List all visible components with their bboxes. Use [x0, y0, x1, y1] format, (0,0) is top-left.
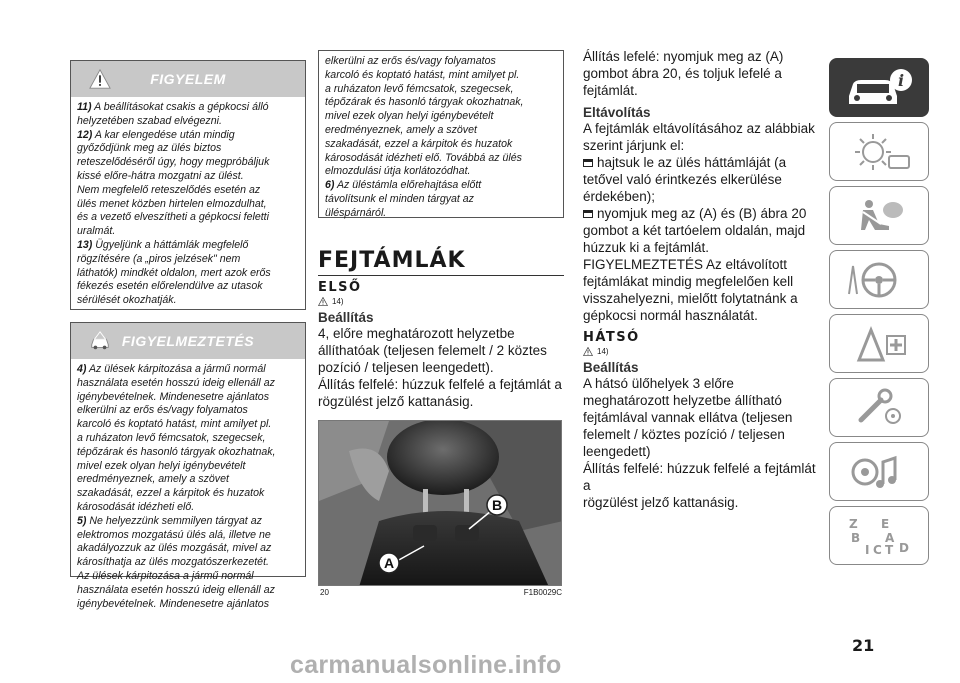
line-text: a ruházaton levő fémcsatok, szegecsek,: [325, 82, 514, 95]
box-line: [325, 152, 557, 166]
line-text: használata esetén hosszú ideig ellenáll az: [77, 376, 275, 389]
line-text: pozíció / teljesen leengedett).: [318, 360, 494, 375]
rear-note-reference-number: 14): [597, 347, 609, 356]
text-line: [583, 171, 823, 188]
item-number: 4): [77, 363, 87, 375]
box-line: [325, 165, 557, 179]
text-line: [583, 409, 823, 426]
rear-note-warning-icon: [583, 347, 593, 356]
remove-heading: Eltávolítás: [583, 105, 651, 120]
text-line: [583, 290, 823, 307]
rear-adjust-heading: Beállítás: [583, 360, 639, 375]
text-line: [583, 120, 823, 137]
item-number: 11): [77, 101, 92, 113]
line-text: elmozdulási útja korlátozódhat.: [325, 165, 471, 178]
index-letter-b: B: [851, 530, 861, 545]
line-text: tépőzárak és hasonló tárgyak okozhatnak,: [77, 445, 276, 458]
figure-code: F1B0029C: [523, 588, 562, 597]
warning-box-header: [71, 61, 305, 97]
box-line: [77, 280, 299, 294]
note-reference: [318, 297, 564, 306]
page-number: 21: [852, 636, 875, 655]
note-reference-number: 14): [332, 297, 344, 306]
text-line: [318, 325, 564, 342]
line-text: leengedett): [583, 444, 651, 459]
line-text: akadályozzuk az ülés mozgását, mivel az: [77, 542, 272, 555]
box-line: [77, 267, 299, 281]
left-column: [70, 60, 306, 610]
box-line: [77, 253, 299, 267]
item-number: 13): [77, 238, 93, 251]
text-line: [583, 443, 823, 460]
bullet-item-press-buttons: [583, 205, 823, 256]
line-text: nyomjuk meg az (A) és (B) ábra 20: [597, 206, 807, 221]
box-line: [325, 55, 557, 69]
line-text: üléspárnáról.: [325, 206, 387, 219]
index-letter-a: A: [885, 530, 895, 545]
item-number: 5): [77, 514, 87, 527]
caution-box-continued: [318, 50, 564, 218]
tab-technical-data[interactable]: [829, 442, 929, 501]
section-title-fejtamlak: FEJTÁMLÁK: [318, 248, 564, 276]
box-line: [77, 501, 299, 515]
text-line: [583, 307, 823, 324]
index-letter-d: D: [899, 540, 909, 555]
line-text: károsíthatja az ülés mozgatószerkezetét.: [77, 556, 269, 569]
line-text: használata esetén hosszú ideig ellenáll az: [77, 583, 275, 596]
box-line: [77, 584, 299, 598]
text-line: [583, 273, 823, 290]
box-line: [77, 598, 299, 612]
box-line: [325, 110, 557, 124]
box-line: [77, 529, 299, 543]
caution-box-title: FIGYELMEZTETÉS: [121, 333, 255, 349]
svg-text:i: i: [897, 70, 905, 90]
box-line: [77, 101, 299, 115]
box-line: [77, 460, 299, 474]
item-number: 6): [325, 179, 335, 192]
note-warning-icon: [318, 297, 328, 306]
line-text: sérülését okozhatják.: [77, 294, 177, 307]
adjust-heading: Beállítás: [318, 310, 374, 325]
box-line: [77, 556, 299, 570]
figure-label-b: B: [491, 497, 503, 513]
text-line: [318, 342, 564, 359]
bullet-marker-icon: [583, 210, 593, 218]
adjust-down-paragraph: [583, 48, 823, 99]
tab-car-info[interactable]: [829, 58, 929, 117]
chapter-sidebar: [829, 58, 929, 570]
subsection-title-elso: ELSŐ: [318, 280, 362, 295]
box-line: [77, 239, 299, 253]
warning-triangle-icon: [89, 68, 111, 90]
line-text: rögzülést jelző kattanásig.: [583, 495, 739, 510]
box-line: [77, 542, 299, 556]
line-text: húzzuk ki a fejtámlát.: [583, 240, 710, 255]
text-line: [583, 48, 823, 65]
line-text: Állítás felfelé: húzzuk felfelé a fejtámlát a: [318, 377, 562, 392]
line-text: ülés menet közben hirtelen elmozdulhat,: [77, 197, 267, 210]
index-letter-z: Z: [849, 516, 858, 531]
warning-paragraph: [583, 256, 823, 324]
line-text: elkerülni az erős és/vagy folyamatos: [325, 55, 496, 67]
line-text: karcoló és koptató hatást, mint amilyet pl.: [77, 418, 272, 431]
box-line: [77, 363, 299, 377]
line-text: A fejtámlák eltávolításához az alábbiak: [583, 121, 815, 136]
line-text: károsodását idézheti elő. Továbbá az ülés: [325, 151, 522, 164]
text-line: [583, 494, 823, 511]
line-text: távolítsunk el minden tárgyat az: [325, 192, 474, 205]
line-text: Ügyeljünk a háttámlák megfelelő: [92, 238, 249, 251]
box-line: [77, 156, 299, 170]
line-text: szerint járjunk el:: [583, 138, 685, 153]
line-text: mivel ezek olyan helyi igénybevételt: [77, 459, 246, 472]
tab-starting-driving[interactable]: [829, 250, 929, 309]
rear-adjust-paragraph: [583, 375, 823, 511]
steering-wheel-icon: [843, 258, 915, 302]
car-info-icon: [843, 66, 915, 110]
middle-column: [318, 50, 564, 597]
remove-paragraph: [583, 120, 823, 154]
figure-caption: [318, 588, 564, 597]
line-text: érdekében);: [583, 189, 656, 204]
box-line: [77, 170, 299, 184]
line-text: eredményeznek, amely a szövet: [325, 123, 477, 136]
line-text: helyzetében szabad elvégezni.: [77, 114, 222, 127]
box-line: [325, 124, 557, 138]
bullet-marker-icon: [583, 159, 593, 167]
line-text: Nem megfelelő reteszelődés esetén az: [77, 183, 261, 196]
line-text: elkerülni az erős és/vagy folyamatos: [77, 404, 248, 417]
box-line: [77, 432, 299, 446]
index-letter-e: E: [881, 516, 890, 531]
text-line: [583, 256, 823, 273]
line-text: és a vezető elveszítheti a gépkocsi feletti: [77, 211, 269, 224]
box-line: [325, 83, 557, 97]
item-number: 12): [77, 128, 93, 141]
line-text: 4, előre meghatározott helyzetbe: [318, 326, 515, 341]
box-line: [77, 184, 299, 198]
text-line: [583, 137, 823, 154]
emergency-icon: [843, 322, 915, 366]
alphabet-index-icon: [843, 514, 915, 558]
line-text: Állítás lefelé: nyomjuk meg az (A): [583, 49, 784, 64]
box-line: [325, 138, 557, 152]
box-line: [77, 198, 299, 212]
box-line: [325, 69, 557, 83]
line-text: győződjünk meg az ülés biztos: [77, 142, 222, 155]
figure-number: 20: [320, 588, 329, 597]
warning-box-figyelem: [70, 60, 306, 310]
line-text: Állítás felfelé: húzzuk felfelé a fejtámlát a: [583, 461, 816, 493]
box-line: [77, 225, 299, 239]
line-text: fejtámlát.: [583, 83, 638, 98]
line-text: kissé előre-hátra mozgatni az ülést.: [77, 169, 244, 182]
box-line: [325, 96, 557, 110]
box-line: [77, 294, 299, 308]
right-column: [583, 48, 823, 511]
line-text: mivel ezek olyan helyi igénybevételt: [325, 110, 494, 123]
box-line: [77, 129, 299, 143]
line-text: Az üléstámla előrehajtása előtt: [334, 179, 482, 192]
line-text: hajtsuk le az ülés háttámláját (a: [597, 155, 787, 170]
text-line: [318, 393, 564, 410]
line-text: szakadását, ezzel a kárpitok és huzatok: [77, 487, 265, 500]
headrest-figure: [318, 420, 562, 586]
box-line: [77, 418, 299, 432]
line-text: Az ülések kárpitozása a jármű normál: [77, 569, 254, 582]
box-line: [77, 377, 299, 391]
warning-box-title: FIGYELEM: [150, 71, 226, 87]
box-line: [77, 446, 299, 460]
headrest-illustration: [319, 421, 562, 586]
caution-box-continued-body: [319, 51, 563, 227]
line-text: Ne helyezzünk semmilyen tárgyat az: [86, 514, 262, 527]
line-text: A kar elengedése után mindig: [92, 128, 235, 141]
index-letter-c: C: [873, 542, 882, 557]
text-line: [583, 154, 823, 171]
text-line: [583, 392, 823, 409]
index-letter-i: I: [865, 542, 870, 557]
line-text: FIGYELMEZTETÉS Az eltávolított: [583, 257, 788, 272]
box-line: [325, 193, 557, 207]
box-line: [77, 515, 299, 529]
line-text: fékezés esetén előrelendülve az utasok: [77, 280, 263, 293]
text-line: [583, 426, 823, 443]
caution-box-header: [71, 323, 305, 359]
line-text: uralmát.: [77, 225, 116, 238]
line-text: igénybevételnek. Mindenesetre ajánlatos: [77, 597, 269, 610]
box-line: [325, 207, 557, 221]
figure-label-a: A: [383, 555, 395, 571]
warning-box-body: [71, 97, 305, 314]
box-line: [77, 473, 299, 487]
line-text: a ruházaton levő fémcsatok, szegecsek,: [77, 431, 266, 444]
line-text: láthatók) mindkét oldalon, mert azok erős: [77, 266, 271, 279]
line-text: állíthatóak (teljesen felemelt / 2 köztes: [318, 343, 547, 358]
warning-lights-icon: [843, 130, 915, 174]
text-line: [318, 376, 564, 393]
tab-maintenance[interactable]: [829, 378, 929, 437]
line-text: Az ülések kárpitozása a jármű normál: [86, 363, 266, 375]
tab-emergency[interactable]: [829, 314, 929, 373]
line-text: tépőzárak és hasonló tárgyak okozhatnak,: [325, 96, 524, 109]
line-text: igénybevételnek. Mindenesetre ajánlatos: [77, 390, 269, 403]
line-text: fejtámlákat mindig megfelelően kell: [583, 274, 794, 289]
adjust-paragraph: [318, 325, 564, 410]
line-text: gépkocsi normál használatát.: [583, 308, 758, 323]
line-text: tetővel való érintkezés elkerülése: [583, 172, 782, 187]
text-line: [583, 239, 823, 256]
box-line: [77, 211, 299, 225]
line-text: meghatározott helyzetbe állítható: [583, 393, 782, 408]
subsection-title-hatso: HÁTSÓ: [583, 330, 640, 345]
box-line: [77, 404, 299, 418]
line-text: gombot ábra 20, és toljuk lefelé a: [583, 66, 782, 81]
line-text: szakadását, ezzel a kárpitok és huzatok: [325, 137, 513, 150]
tab-index[interactable]: [829, 506, 929, 565]
warning-box-figyelmeztetes: [70, 322, 306, 610]
text-line: [583, 222, 823, 239]
line-text: visszahelyezni, mielőtt folytatnánk a: [583, 291, 798, 306]
watermark: carmanualsonline.info: [290, 651, 562, 679]
line-text: karcoló és koptató hatást, mint amilyet pl.: [325, 68, 520, 81]
rear-note-reference: [583, 347, 823, 356]
car-caution-icon: [89, 330, 111, 352]
box-line: [77, 487, 299, 501]
line-text: reteszelődéséről úgy, hogy megpróbáljuk: [77, 156, 270, 169]
box-line: [77, 391, 299, 405]
line-text: A hátsó ülőhelyek 3 előre: [583, 376, 734, 391]
box-line: [77, 115, 299, 129]
airbag-icon: [843, 194, 915, 238]
line-text: rögzülést jelző kattanásig.: [318, 394, 474, 409]
box-line: [77, 142, 299, 156]
text-line: [583, 375, 823, 392]
line-text: A beállításokat csakis a gépkocsi álló: [91, 101, 269, 113]
text-line: [583, 205, 823, 222]
text-line: [583, 460, 823, 494]
line-text: fejtámlával vannak ellátva (teljesen: [583, 410, 793, 425]
line-text: eredményeznek, amely a szövet: [77, 473, 229, 486]
text-line: [583, 188, 823, 205]
bullet-item-fold-backrest: [583, 154, 823, 205]
tab-dashboard-lights[interactable]: [829, 122, 929, 181]
index-letter-t: T: [885, 542, 894, 557]
line-text: elektromos mozgatású ülés alá, illetve ne: [77, 528, 271, 541]
text-line: [583, 65, 823, 82]
technical-data-icon: [843, 450, 915, 494]
wrench-icon: [843, 386, 915, 430]
text-line: [318, 359, 564, 376]
box-line: [77, 570, 299, 584]
line-text: gombot a két tartóelem oldalán, majd: [583, 223, 806, 238]
box-line: [325, 179, 557, 193]
line-text: rögzítésére (a „piros jelzések" nem: [77, 252, 241, 265]
tab-safety[interactable]: [829, 186, 929, 245]
text-line: [583, 82, 823, 99]
line-text: károsodását idézheti elő.: [77, 500, 195, 513]
line-text: felemelt / köztes pozíció / teljesen: [583, 427, 785, 442]
caution-box-body: [71, 359, 305, 617]
